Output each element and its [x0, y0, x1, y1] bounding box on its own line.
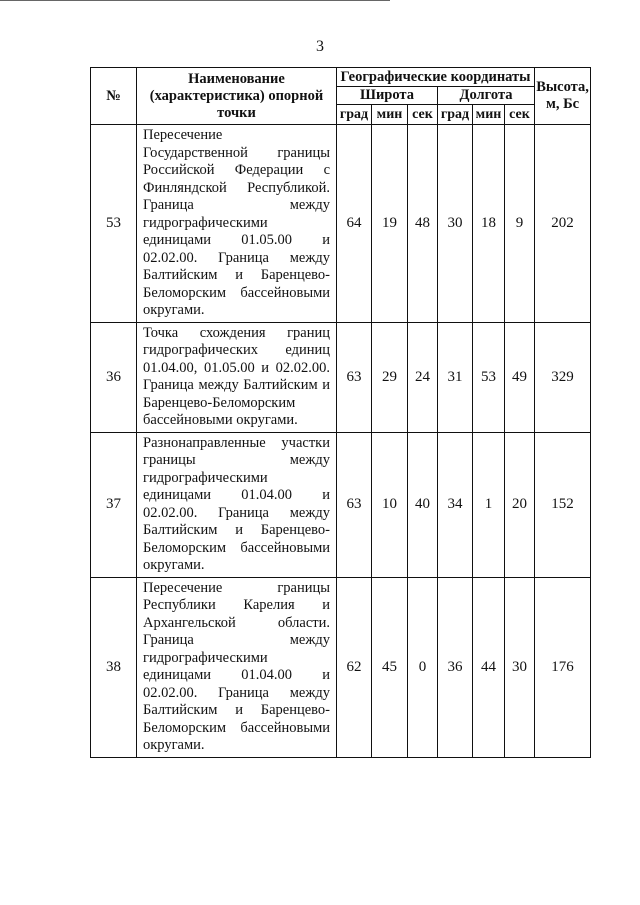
lat-deg: 62 [337, 577, 372, 757]
height-value: 329 [535, 322, 591, 432]
lon-sec: 49 [505, 322, 535, 432]
point-number: 37 [91, 432, 137, 577]
header-name: Наименование (характеристика) опорной точки [137, 68, 337, 125]
table-row [91, 577, 591, 757]
point-description: Точка схождения границ гидрографических единиц 01.04.00, 01.05.00 и 02.02.00. Граница между Балтийским и Баренцево-Беломорским бассейновыми округами. [137, 322, 337, 432]
point-number: 38 [91, 577, 137, 757]
lon-deg: 31 [438, 322, 473, 432]
header-coords: Географические координаты [337, 68, 535, 87]
lon-deg: 36 [438, 577, 473, 757]
table-row [91, 432, 591, 577]
header-num: № [91, 68, 137, 125]
height-value: 152 [535, 432, 591, 577]
page-top-rule [0, 0, 390, 1]
lat-deg: 64 [337, 125, 372, 323]
header-lat-sec: сек [408, 105, 438, 125]
lon-deg: 30 [438, 125, 473, 323]
lat-sec: 48 [408, 125, 438, 323]
point-description: Пересечение Государственной границы Российской Федерации с Финляндской Республикой. Граница между гидрографическими единицами 01.05.00 и 02.02.00. Граница между Балтийским и Баренцево-Беломорским бассейновыми округами. [137, 125, 337, 323]
point-number: 53 [91, 125, 137, 323]
header-latitude: Широта [337, 87, 438, 105]
lat-min: 45 [372, 577, 408, 757]
page-number: 3 [316, 38, 324, 55]
lon-sec: 20 [505, 432, 535, 577]
lon-min: 53 [473, 322, 505, 432]
lon-deg: 34 [438, 432, 473, 577]
reference-points-table [90, 67, 591, 758]
lat-sec: 40 [408, 432, 438, 577]
point-description: Пересечение границы Республики Карелия и Архангельской области. Граница между гидрографическими единицами 01.04.00 и 02.02.00. Граница между Балтийским и Баренцево-Беломорским бассейновыми округами. [137, 577, 337, 757]
lon-sec: 30 [505, 577, 535, 757]
header-height: Высота, м, Бс [535, 68, 591, 125]
header-lon-sec: сек [505, 105, 535, 125]
header-longitude: Долгота [438, 87, 535, 105]
header-lat-deg: град [337, 105, 372, 125]
lon-min: 1 [473, 432, 505, 577]
lat-min: 19 [372, 125, 408, 323]
height-value: 176 [535, 577, 591, 757]
header-lon-deg: град [438, 105, 473, 125]
lat-sec: 0 [408, 577, 438, 757]
point-description: Разнонаправленные участки границы между гидрографическими единицами 01.04.00 и 02.02.00. Граница между Балтийским и Баренцево-Беломорским бассейновыми округами. [137, 432, 337, 577]
height-value: 202 [535, 125, 591, 323]
header-lon-min: мин [473, 105, 505, 125]
lat-min: 29 [372, 322, 408, 432]
table-row [91, 322, 591, 432]
lon-sec: 9 [505, 125, 535, 323]
lat-deg: 63 [337, 322, 372, 432]
lat-sec: 24 [408, 322, 438, 432]
lon-min: 44 [473, 577, 505, 757]
lat-min: 10 [372, 432, 408, 577]
lat-deg: 63 [337, 432, 372, 577]
point-number: 36 [91, 322, 137, 432]
table-row [91, 125, 591, 323]
header-lat-min: мин [372, 105, 408, 125]
lon-min: 18 [473, 125, 505, 323]
